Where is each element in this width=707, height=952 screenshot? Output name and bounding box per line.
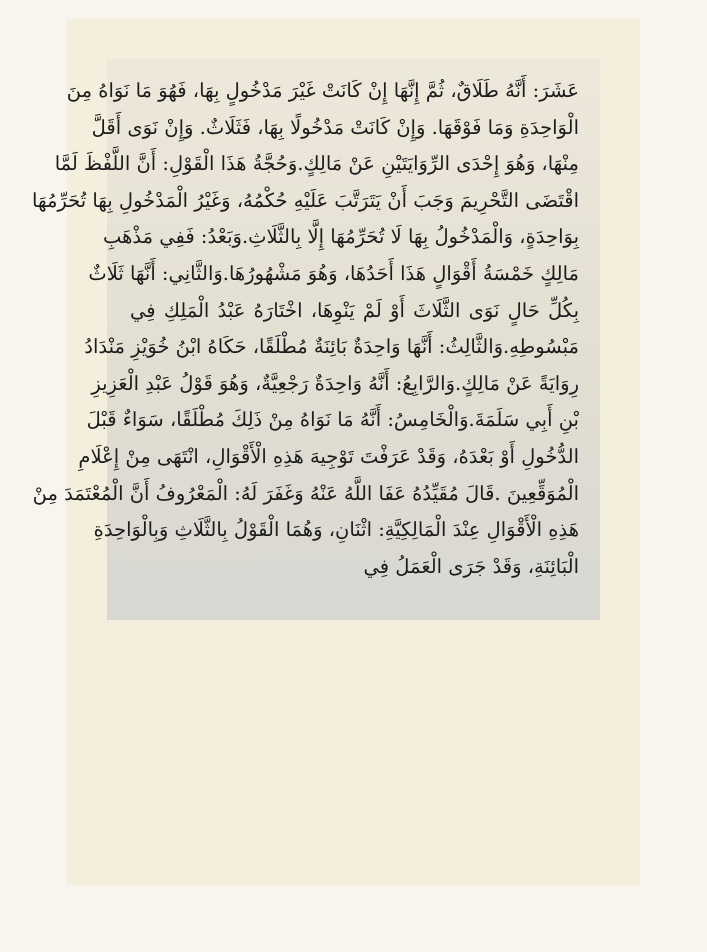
- text-line: بْنِ أَبِي سَلَمَةَ.وَالْخَامِسُ: أَنَّهُ مَا نَوَاهُ مِنْ ذَلِكَ مُطْلَقًا، سَوَاءٌ قَبْلَ: [86, 408, 579, 432]
- text-line: الْمُوَقِّعِينَ .قَالَ مُقَيِّدُهُ عَفَا اللَّهُ عَنْهُ وَغَفَرَ لَهُ: الْمَعْرُوفُ أَنَّ الْمُعْتَمَدَ مِنْ: [32, 481, 579, 505]
- text-line: بِكُلِّ حَالٍ نَوَى الثَّلَاثَ أَوْ لَمْ يَنْوِهَا، اخْتَارَهُ عَبْدُ الْمَلِكِ فِي: [130, 298, 579, 322]
- text-line: مِنْهَا، وَهُوَ إِحْدَى الرِّوَايَتَيْنِ عَنْ مَالِكٍ.وَحُجَّةُ هَذَا الْقَوْلِ: أَنَّ اللَّفْظَ لَمَّا: [54, 152, 579, 176]
- text-line: الْوَاحِدَةِ وَمَا فَوْقَهَا. وَإِنْ كَانَتْ مَدْخُولًا بِهَا، فَثَلَاثٌ. وَإِنْ نَوَى أَقَلَّ: [91, 115, 579, 139]
- text-line: مَالِكٍ خَمْسَةُ أَقْوَالٍ هَذَا أَحَدُهَا، وَهُوَ مَشْهُورُهَا.وَالثَّانِي: أَنَّهَا ثَلَاثٌ: [88, 261, 579, 285]
- text-line: بِوَاحِدَةٍ، وَالْمَدْخُولُ بِهَا لَا تُحَرِّمُهَا إِلَّا بِالثَّلَاثِ.وَبَعْدُ: فَفِي مَذْهَبِ: [102, 225, 579, 249]
- text-line: هَذِهِ الْأَقْوَالِ عِنْدَ الْمَالِكِيَّةِ: اثْنَانِ، وَهُمَا الْقَوْلُ بِالثَّلَاثِ وَبِالْوَاحِدَةِ: [93, 518, 579, 542]
- document-body: [32, 73, 579, 585]
- text-line: الدُّخُولِ أَوْ بَعْدَهُ، وَقَدْ عَرَفْتَ تَوْجِيهَ هَذِهِ الْأَقْوَالِ، انْتَهَى مِنْ إِعْلَامِ: [78, 444, 579, 468]
- text-line: الْبَائِنَةِ، وَقَدْ جَرَى الْعَمَلُ فِي: [363, 554, 579, 578]
- text-line: رِوَايَةً عَنْ مَالِكٍ.وَالرَّابِعُ: أَنَّهُ وَاحِدَةٌ رَجْعِيَّةٌ، وَهُوَ قَوْلُ عَبْدِ الْعَزِيزِ: [91, 371, 579, 395]
- text-line: مَبْسُوطِهِ.وَالثَّالِثُ: أَنَّهَا وَاحِدَةٌ بَائِنَةٌ مُطْلَقًا، حَكَاهُ ابْنُ خُوَيْزِ مَنْدَادُ: [84, 335, 579, 359]
- text-line: اقْتَضَى التَّحْرِيمَ وَجَبَ أَنْ يَتَرَتَّبَ عَلَيْهِ حُكْمُهُ، وَغَيْرُ الْمَدْخُولِ بِهَا تُحَرِّمُهَا: [32, 188, 579, 212]
- text-line: عَشَرَ: أَنَّهُ طَلَاقٌ، ثُمَّ إِنَّهَا إِنْ كَانَتْ غَيْرَ مَدْخُولٍ بِهَا، فَهُوَ مَا نَوَاهُ مِنَ: [66, 79, 579, 102]
